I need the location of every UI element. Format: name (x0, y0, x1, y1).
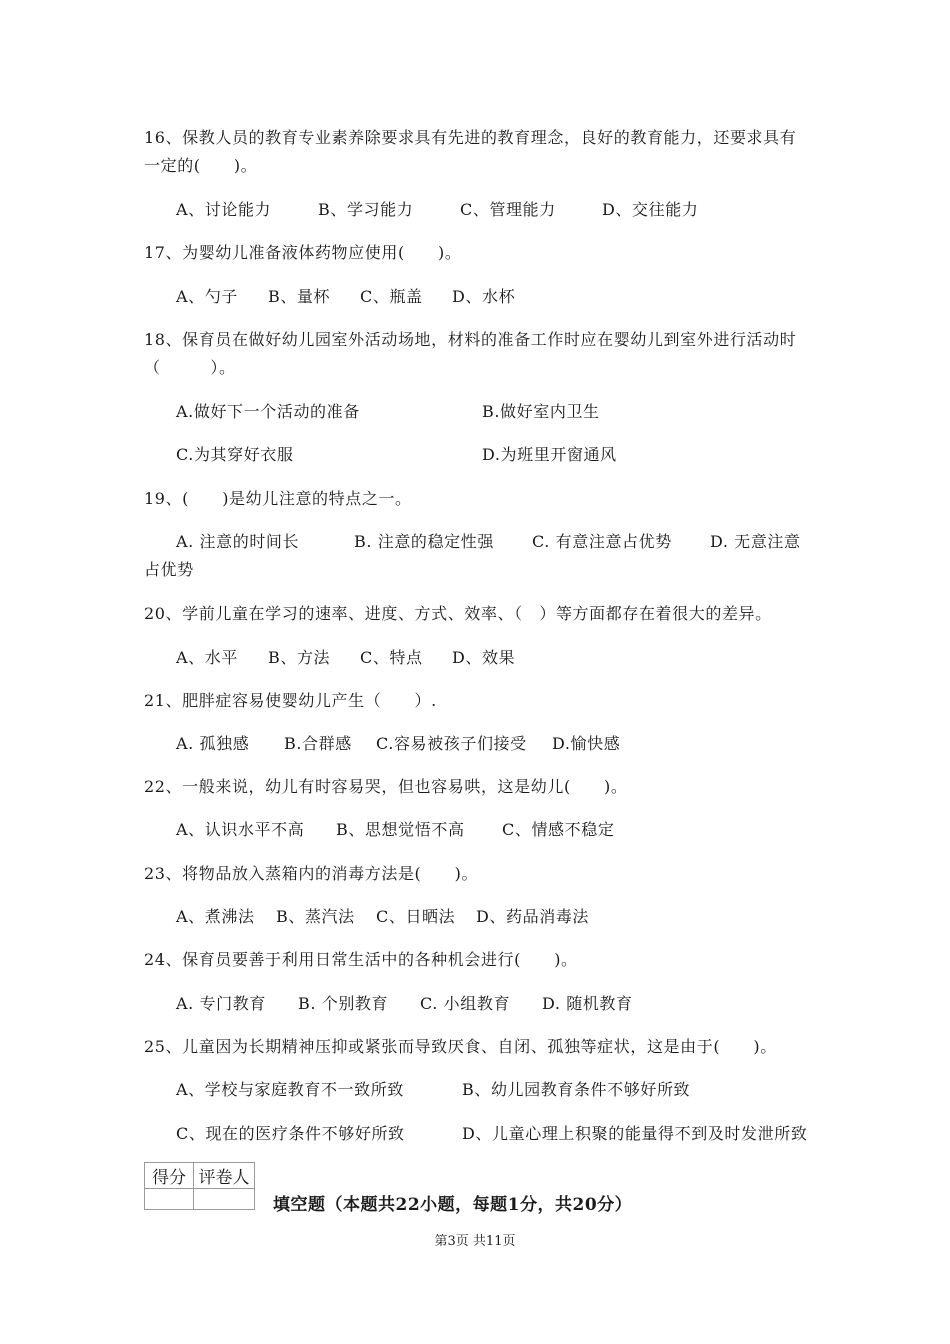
option-c: C、瓶盖 (360, 287, 423, 306)
question-23-options (176, 907, 589, 927)
question-19-options (176, 532, 801, 552)
option-b: B、思想觉悟不高 (336, 820, 465, 839)
section-title: 填空题（本题共22小题，每题1分，共20分） (273, 1195, 633, 1215)
question-22-options (176, 820, 614, 840)
option-a: A、认识水平不高 (176, 820, 305, 839)
option-d: D.愉快感 (552, 734, 621, 753)
score-cell (145, 1189, 194, 1210)
option-d: D、效果 (452, 648, 516, 667)
question-17-line-1: 17、为婴幼儿准备液体药物应使用( )。 (144, 243, 462, 262)
option-c: C、日晒法 (376, 907, 456, 926)
question-16-line-1: 16、保教人员的教育专业素养除要求具有先进的教育理念，良好的教育能力，还要求具有 (144, 128, 797, 147)
question-18-line-2: （ ）。 (144, 358, 236, 377)
option-c: C. 小组教育 (420, 994, 511, 1013)
option-c: C、特点 (360, 648, 423, 667)
question-18-options-row-1 (176, 402, 600, 422)
option-d: D、交往能力 (602, 200, 699, 219)
option-d: D. 随机教育 (542, 994, 633, 1013)
option-b: B、量杯 (268, 287, 331, 306)
question-21-line-1: 21、肥胖症容易使婴幼儿产生（ ）. (144, 691, 437, 710)
option-a: A. 专门教育 (176, 994, 266, 1013)
option-a: A、讨论能力 (176, 200, 272, 219)
question-20-options (176, 648, 515, 668)
question-25-options-row-1 (176, 1080, 690, 1100)
question-22-line-1: 22、一般来说，幼儿有时容易哭，但也容易哄，这是幼儿( )。 (144, 777, 628, 796)
option-b: B. 注意的稳定性强 (354, 532, 494, 551)
option-a: A、勺子 (176, 287, 238, 306)
question-16-options (176, 200, 698, 220)
page-footer: 第3页 共11页 (434, 1234, 516, 1249)
option-d: D.为班里开窗通风 (482, 445, 617, 464)
option-d: D、水杯 (452, 287, 516, 306)
question-21-options (176, 734, 620, 754)
option-b: B、方法 (268, 648, 331, 667)
question-23-line-1: 23、将物品放入蒸箱内的消毒方法是( )。 (144, 864, 479, 883)
option-b: B.合群感 (284, 734, 352, 753)
option-b: B、学习能力 (318, 200, 414, 219)
option-d: D、药品消毒法 (476, 907, 590, 926)
option-d: D. 无意注意 (710, 532, 801, 551)
option-c: C.为其穿好衣服 (176, 445, 294, 464)
question-24-line-1: 24、保育员要善于利用日常生活中的各种机会进行( )。 (144, 950, 578, 969)
question-17-options (176, 287, 515, 307)
option-b: B. 个别教育 (298, 994, 389, 1013)
question-16-line-2: 一定的( )。 (144, 156, 258, 175)
option-a: A. 孤独感 (176, 734, 250, 753)
question-18-line-1: 18、保育员在做好幼儿园室外活动场地，材料的准备工作时应在婴幼儿到室外进行活动时 (144, 330, 797, 349)
option-a: A.做好下一个活动的准备 (176, 402, 360, 421)
option-b: B、幼儿园教育条件不够好所致 (462, 1080, 691, 1099)
option-c: C.容易被孩子们接受 (376, 734, 527, 753)
question-19-line-1: 19、( )是幼儿注意的特点之一。 (144, 489, 412, 508)
option-b: B.做好室内卫生 (482, 402, 600, 421)
option-d: D、儿童心理上积聚的能量得不到及时发泄所致 (462, 1124, 808, 1143)
option-a: A、学校与家庭教育不一致所致 (176, 1080, 404, 1099)
option-a: A. 注意的时间长 (176, 532, 300, 551)
question-20-line-1: 20、学前儿童在学习的速率、进度、方式、效率、（ ）等方面都存在着很大的差异。 (144, 604, 772, 623)
grader-label: 评卷人 (194, 1163, 255, 1189)
option-c: C. 有意注意占优势 (532, 532, 672, 551)
grader-cell (194, 1189, 255, 1210)
option-b: B、蒸汽法 (276, 907, 355, 926)
question-25-line-1: 25、儿童因为长期精神压抑或紧张而导致厌食、自闭、孤独等症状，这是由于( )。 (144, 1037, 777, 1056)
score-table (144, 1162, 255, 1210)
question-19-option-d-wrap: 占优势 (144, 560, 194, 579)
option-a: A、水平 (176, 648, 238, 667)
option-a: A、煮沸法 (176, 907, 255, 926)
score-label: 得分 (145, 1163, 194, 1189)
option-c: C、现在的医疗条件不够好所致 (176, 1124, 405, 1143)
question-18-options-row-2 (176, 445, 617, 465)
question-25-options-row-2 (176, 1124, 807, 1144)
option-c: C、管理能力 (460, 200, 556, 219)
option-c: C、情感不稳定 (502, 820, 615, 839)
question-24-options (176, 994, 633, 1014)
